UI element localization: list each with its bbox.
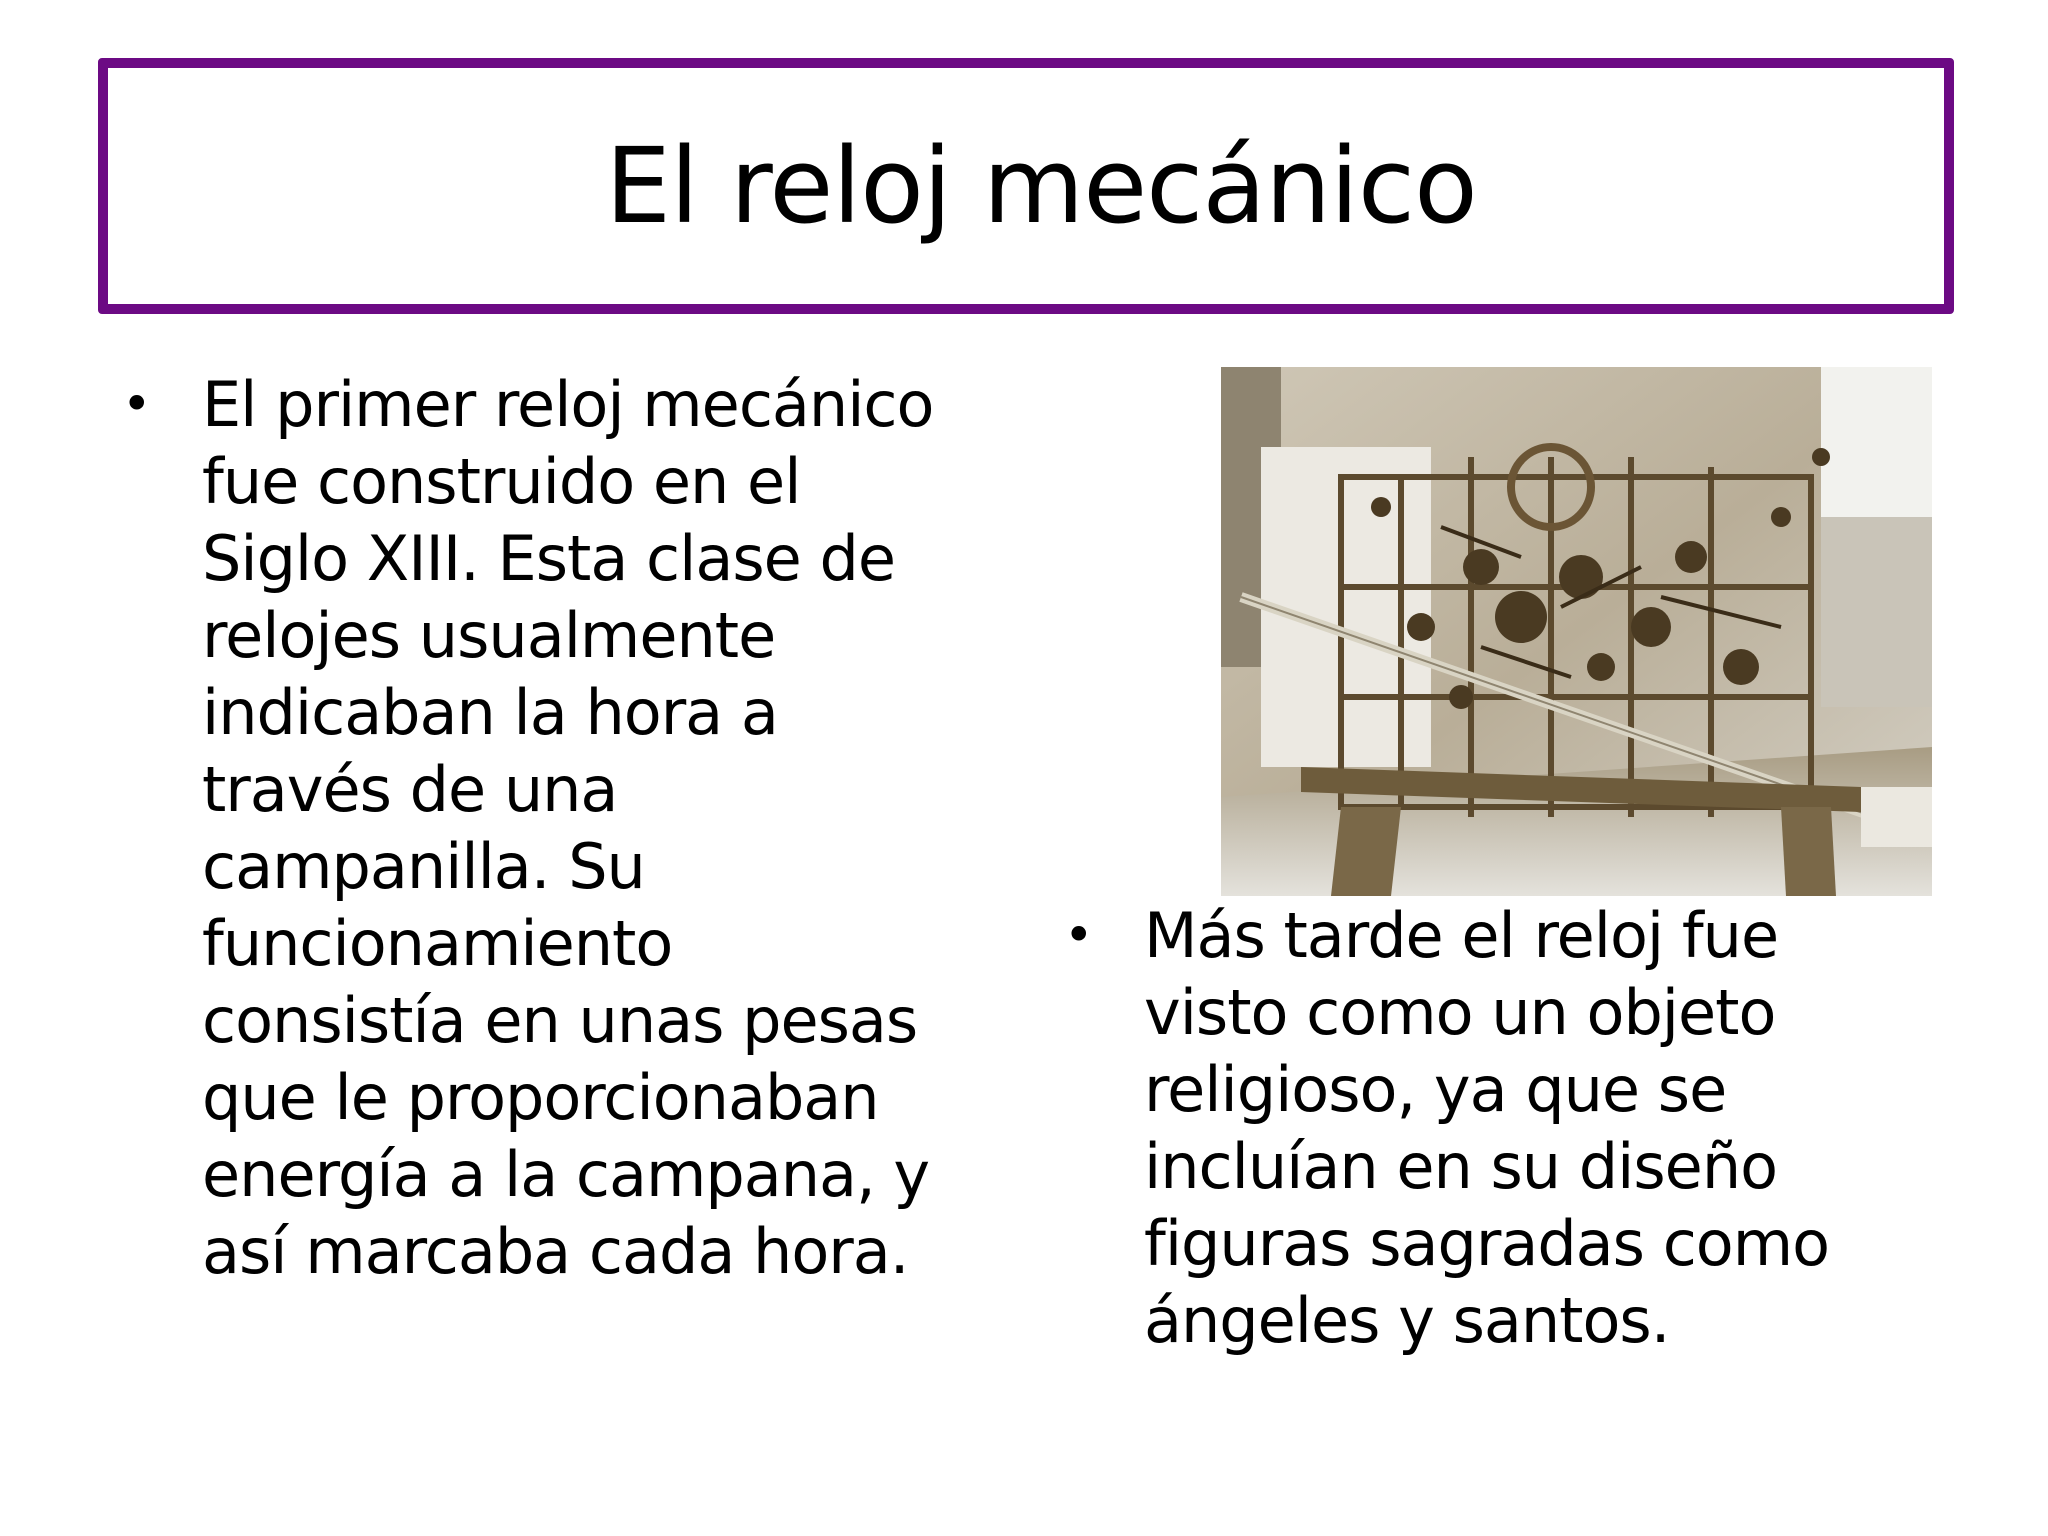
bullet-left (122, 366, 1082, 1290)
bullet-left-line: energía a la campana, y (202, 1138, 930, 1211)
bullet-right (1064, 897, 1964, 1359)
bullet-right-line: incluían en su diseño (1144, 1130, 1778, 1203)
bullet-left-line: indicaban la hora a (202, 676, 778, 749)
bullet-right-line: religioso, ya que se (1144, 1053, 1727, 1126)
bullet-right-line: Más tarde el reloj fue (1144, 899, 1779, 972)
mechanical-clock-photo (1221, 367, 1932, 896)
bullet-dot-left: • (122, 375, 151, 433)
title-box (98, 58, 1954, 314)
bullet-left-line: así marcaba cada hora. (202, 1215, 909, 1288)
bullet-right-line: figuras sagradas como (1144, 1207, 1830, 1280)
bullet-left-line: consistía en unas pesas (202, 984, 918, 1057)
bullet-right-line: ángeles y santos. (1144, 1284, 1670, 1357)
bullet-dot-right: • (1064, 906, 1093, 964)
bullet-left-line: que le proporcionaban (202, 1061, 879, 1134)
bullet-left-line: Siglo XIII. Esta clase de (202, 522, 895, 595)
bullet-left-line: campanilla. Su (202, 830, 645, 903)
bullet-left-line: funcionamiento (202, 907, 673, 980)
bullet-left-line: relojes usualmente (202, 599, 776, 672)
bullet-left-line: El primer reloj mecánico (202, 368, 934, 441)
bullet-right-line: visto como un objeto (1144, 976, 1776, 1049)
bullet-left-line: fue construido en el (202, 445, 801, 518)
slide-title: El reloj mecánico (605, 125, 1477, 247)
bullet-left-line: través de una (202, 753, 618, 826)
